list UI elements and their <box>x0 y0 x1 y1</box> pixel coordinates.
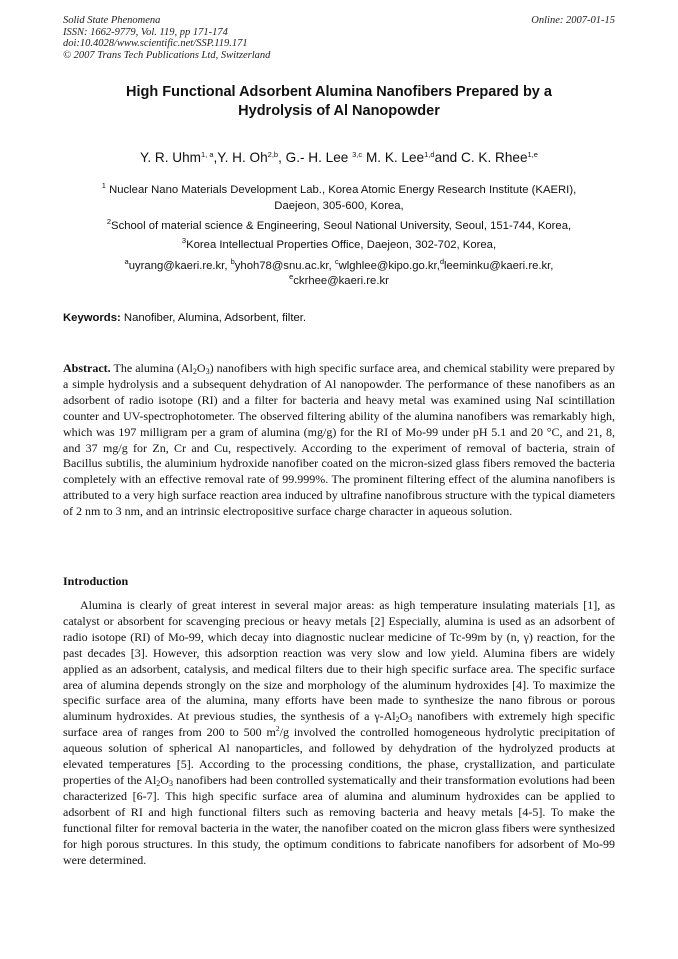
author-list <box>63 149 615 166</box>
abstract-text: The alumina (Al <box>110 361 193 375</box>
paper-title <box>63 83 615 121</box>
subscript: 3 <box>205 367 210 376</box>
email-sup: e <box>289 272 294 281</box>
affiliation-text: School of material science & Engineering, Seoul National University, Seoul, 151-744, Korea, <box>111 220 572 232</box>
title-line-1: High Functional Adsorbent Alumina Nanofibers Prepared by a <box>126 84 552 100</box>
author-sep: , <box>213 150 218 165</box>
online-date: Online: 2007-01-15 <box>531 15 615 26</box>
author-name: and C. K. Rhee <box>434 150 528 165</box>
copyright-line: © 2007 Trans Tech Publications Ltd, Switzerland <box>63 49 271 61</box>
keywords-label: Keywords: <box>63 312 121 324</box>
introduction-heading: Introduction <box>63 574 129 588</box>
superscript: 2 <box>275 724 280 734</box>
affiliation-text: Korea Intellectual Properties Office, Daejeon, 302-702, Korea, <box>186 239 497 251</box>
affiliation-2 <box>63 218 615 234</box>
body-text: O <box>399 709 409 724</box>
author-sup: 3,c <box>352 150 363 159</box>
body-text: Alumina is clearly of great interest in several major areas: as high temperature insulating materials [1], as catalyst or absorbent for scavenging precious or heavy metals [2] Especially, alumina is used as an adsorbent of radio isotope (RI) of Mo-99, which decay into diagnostic nuclear medicine of Tc-99m by (n, γ) reaction, for the past decades [3]. However, this adsorption reaction was very slow and low yield. Alumina fibers are widely applied as an adsorbent, catalysis, and medical filters due to their high specific surface area. The specific surface area of alumina depends strongly on the size and morphology of the aluminum hydroxides [4]. To maximize the specific surface area of the alumina, many efforts have been made to synthesize the nano fibrous or porous aluminum hydroxides. At previous studies, the synthesis of a γ-Al <box>63 598 615 724</box>
issn-line: ISSN: 1662-9779, Vol. 119, pp 171-174 <box>63 26 228 38</box>
affiliation-sup: 3 <box>181 236 187 245</box>
journal-name: Solid State Phenomena <box>63 15 161 26</box>
doi-line: doi:10.4028/www.scientific.net/SSP.119.171 <box>63 38 248 49</box>
author-sup: 1,d <box>424 150 435 159</box>
subscript: 2 <box>192 367 197 376</box>
email-address[interactable]: leeminku@kaeri.re.kr, <box>444 260 554 272</box>
keywords-text: Nanofiber, Alumina, Adsorbent, filter. <box>120 312 307 324</box>
email-sup: a <box>124 257 129 266</box>
abstract-text: ) nanofibers with high specific surface area, and chemical stability were prepared by a simple hydrolysis and a subsequent dehydration of Al nanopowder. The performance of these nanofibers as an adsorbent of radio isotope (RI) and a filter for bacteria and heavy metal was examined using NaI scintillation counter and UV-spectrophotometer. The observed filtering ability of the alumina nanofibers was remarkably high, which was 197 milligram per a gram of alumina (mg/g) for the RI of Mo-99 under pH 5.1 and 20 °C, and 21, 8, and 37 mg/g for Zn, Cr and Cu, respectively. According to the experiment of removal of bacteria, strain of Bacillus subtilis, the aluminium hydroxide nanofiber coated on the micron-sized glass fibers removed the bacteria completely with an effective removal rate of 99.999%. The prominent filtering effect of the alumina nanofibers is attributed to a very high surface reaction area induced by ultrafine nanofibrous structure with the typical diameters of 2 nm to 3 nm, and an intrinsic electropositive surface charge character in aqueous solution. <box>63 361 616 519</box>
email-sup: b <box>230 257 235 266</box>
affiliation-3 <box>63 237 615 253</box>
author-sup: 1,e <box>527 150 538 159</box>
author-name: Y. R. Uhm <box>140 150 201 165</box>
subscript: 2 <box>395 715 400 725</box>
subscript: 3 <box>408 715 413 725</box>
affiliation-text: Nuclear Nano Materials Development Lab., Korea Atomic Energy Research Institute (KAERI), <box>105 184 577 196</box>
introduction-body <box>63 598 615 868</box>
abstract-text: O <box>196 361 206 375</box>
body-text: /g involved the controlled homogeneous hydrolytic precipitation of aqueous solution of spherical Al nanoparticles, and followed by dehydration of the hydrolyzed products at elevated temperatures [5]. According to the processing conditions, the phase, crystallization, and particulate properties of the Al <box>63 725 615 787</box>
affiliation-sup: 1 <box>101 181 106 190</box>
affiliation-1 <box>63 182 615 214</box>
abstract-label: Abstract. <box>63 361 111 375</box>
abstract <box>63 361 615 520</box>
email-address[interactable]: wlghlee@kipo.go.kr, <box>338 260 440 272</box>
author-name: Y. H. Oh <box>217 150 268 165</box>
affiliation-text: Daejeon, 305-600, Korea, <box>274 200 404 212</box>
body-text: nanofibers with extremely high specific surface area of ranges from 200 to 500 m <box>63 709 615 740</box>
body-text: O <box>160 772 169 787</box>
email-list <box>63 259 615 289</box>
keywords <box>63 312 615 324</box>
author-name: G.- H. Lee <box>285 150 353 165</box>
subscript: 2 <box>156 778 161 788</box>
email-address[interactable]: yhoh78@snu.ac.kr, <box>234 260 335 272</box>
subscript: 3 <box>168 778 173 788</box>
author-sup: 2,b <box>267 150 279 159</box>
affiliation-sup: 2 <box>106 217 112 226</box>
author-sep: , <box>278 150 286 165</box>
title-line-2: Hydrolysis of Al Nanopowder <box>238 103 440 119</box>
author-sup: 1, a <box>200 150 214 159</box>
author-name: M. K. Lee <box>365 150 425 165</box>
email-sup: c <box>334 257 339 266</box>
email-sup: d <box>439 257 445 266</box>
email-address[interactable]: uyrang@kaeri.re.kr, <box>128 260 231 272</box>
email-address[interactable]: ckrhee@kaeri.re.kr <box>293 275 389 287</box>
journal-header <box>63 15 615 61</box>
body-text: nanofibers had been controlled systematically and their transformation evolutions had been characterized [6-7]. This high specific surface area of alumina and aluminum hydroxides can be applied to adsorbent of RI and high functional filters such as removing bacteria and heavy metals [4-5]. To make the functional filter for removal bacteria in the water, the nanofiber coated on the micron glass fibers were synthesized for high porous structures. In this study, the optimum conditions to fabricate nanofibers for adsorbent of Mo-99 were determined. <box>63 772 615 867</box>
